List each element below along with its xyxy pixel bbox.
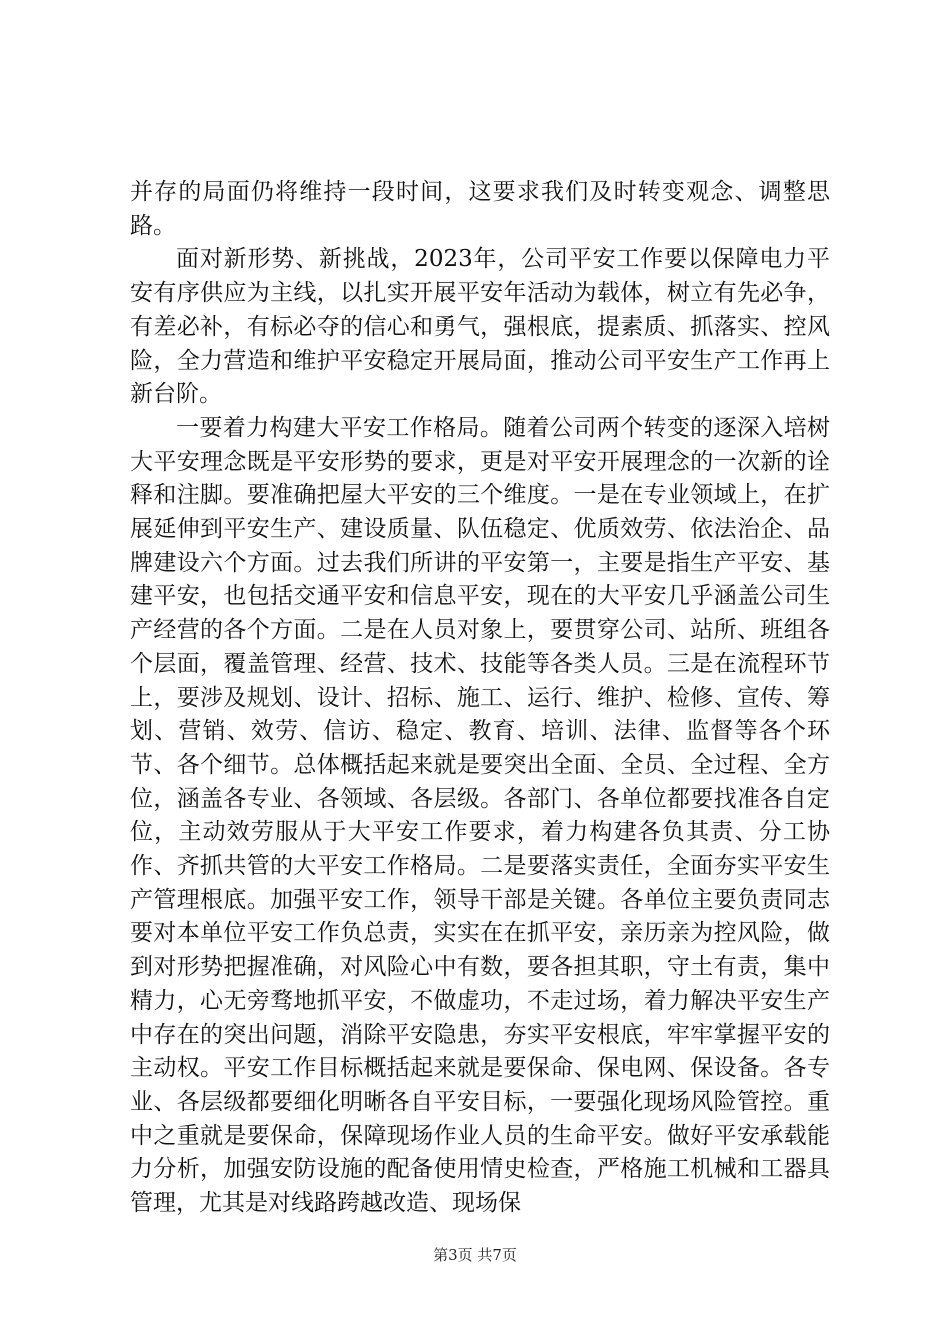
- page-number-footer: 第3页 共7页: [433, 1246, 517, 1264]
- paragraph-continuation: 并存的局面仍将维持一段时间，这要求我们及时转变观念、调整思路。: [130, 179, 830, 239]
- paragraph-safety-framework: 一要着力构建大平安工作格局。随着公司两个转变的逐深入培树大平安理念既是平安形势的要求，更是对平安开展理念的一次新的诠释和注脚。要准确把屋大平安的三个维度。一是在专业领域上，在扩展延伸到平安生产、建设质量、队伍稳定、优质效劳、依法治企、品牌建设六个方面。过去我们所讲的平安第一，主要是指生产平安、基建平安，也包括交通平安和信息平安，现在的大平安几乎涵盖公司生产经营的各个方面。二是在人员对象上，要贯穿公司、站所、班组各个层面，覆盖管理、经营、技术、技能等各类人员。三是在流程环节上，要涉及规划、设计、招标、施工、运行、维护、检修、宣传、筹划、营销、效劳、信访、稳定、教育、培训、法律、监督等各个环节、各个细节。总体概括起来就是要突出全面、全员、全过程、全方位，涵盖各专业、各领域、各层级。各部门、各单位都要找准各自定位，主动效劳服从于大平安工作要求，着力构建各负其责、分工协作、齐抓共管的大平安工作格局。二是要落实责任，全面夯实平安生产管理根底。加强平安工作，领导干部是关键。各单位主要负责同志要对本单位平安工作负总责，实实在在抓平安，亲历亲为控风险，做到对形势把握准确，对风险心中有数，要各担其职，守土有责，集中精力，心无旁骛地抓平安，不做虚功，不走过场，着力解决平安生产中存在的突出问题，消除平安隐患，夯实平安根底，牢牢掌握平安的主动权。平安工作目标概括起来就是要保命、保电网、保设备。各专业、各层级都要细化明晰各自平安目标，一要强化现场风险管控。重中之重就是要保命，保障现场作业人员的生命平安。做好平安承载能力分析，加强安防设施的配备使用情史检查，严格施工机械和工器具管理，尤其是对线路跨越改造、现场保: [130, 414, 830, 1217]
- document-body: [130, 176, 830, 1221]
- paragraph-new-situation: 面对新形势、新挑战，2023年，公司平安工作要以保障电力平安有序供应为主线，以扎实开展平安年活动为载体，树立有先必争，有差必补，有标必夺的信心和勇气，强根底，提素质、抓落实、控风险，全力营造和维护平安稳定开展局面，推动公司平安生产工作再上新台阶。: [130, 246, 830, 408]
